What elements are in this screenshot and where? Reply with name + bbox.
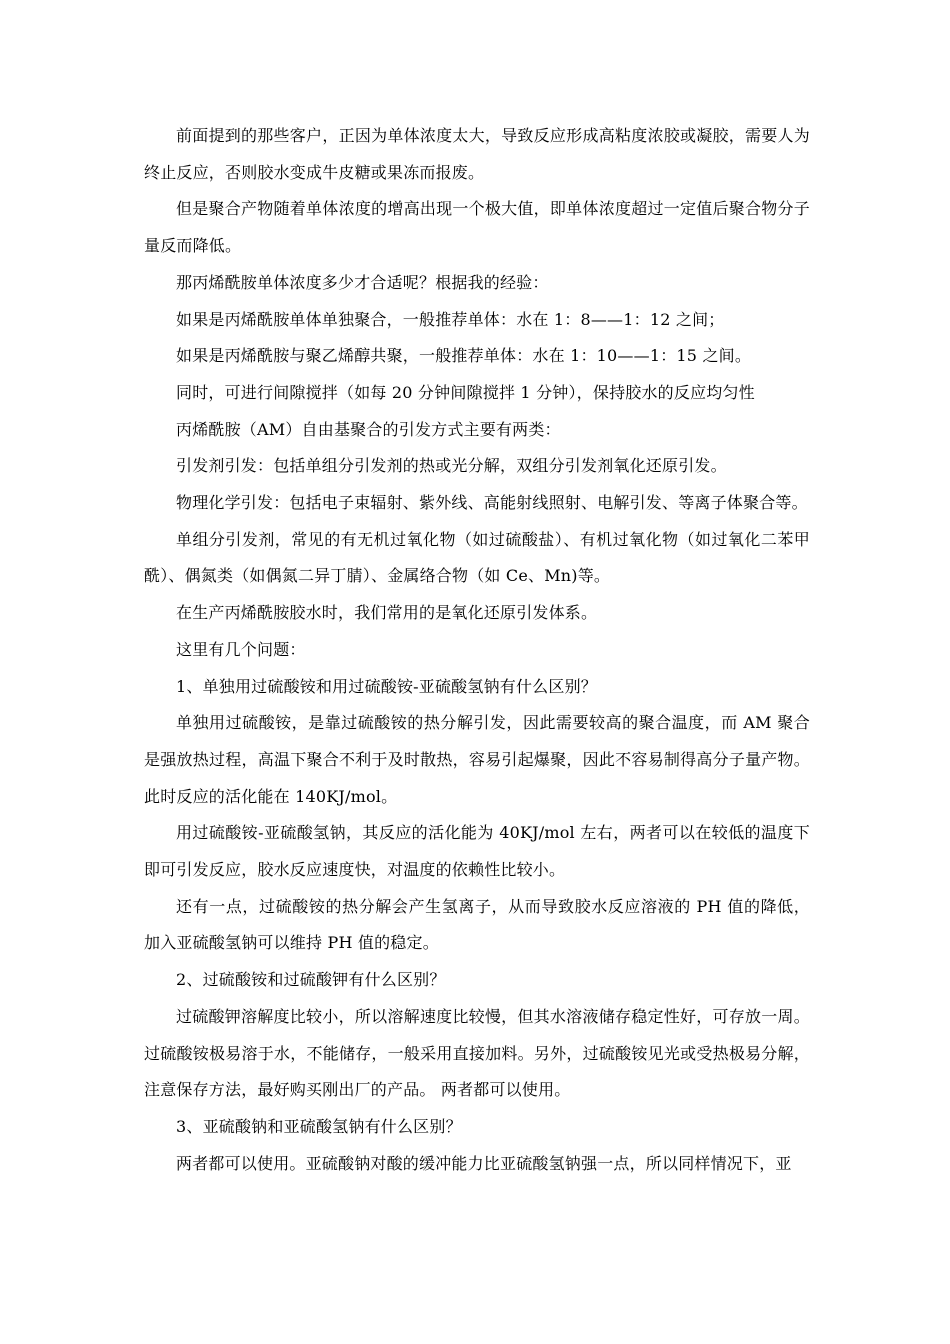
paragraph: 丙烯酰胺（AM）自由基聚合的引发方式主要有两类：: [176, 419, 561, 439]
paragraph: 前面提到的那些客户，正因为单体浓度太大，导致反应形成高粘度浓胶或凝胶，需要人为终止反应，否则胶水变成牛皮糖或果冻而报废。: [144, 126, 810, 182]
document-body: [144, 118, 810, 1182]
paragraph: 如果是丙烯酰胺与聚乙烯醇共聚，一般推荐单体：水在 1：10——1：15 之间。: [176, 346, 752, 366]
question-heading: 1、单独用过硫酸铵和用过硫酸铵-亚硫酸氢钠有什么区别？: [176, 676, 597, 696]
paragraph: 过硫酸钾溶解度比较小，所以溶解速度比较慢，但其水溶液储存稳定性好，可存放一周。过硫酸铵极易溶于水，不能储存，一般采用直接加料。另外，过硫酸铵见光或受热极易分解，注意保存方法，最好购买刚出厂的产品。 两者都可以使用。: [144, 1006, 810, 1100]
paragraph: 那丙烯酰胺单体浓度多少才合适呢？根据我的经验：: [176, 272, 549, 292]
paragraph: 引发剂引发：包括单组分引发剂的热或光分解，双组分引发剂氧化还原引发。: [176, 456, 727, 476]
paragraph: 还有一点，过硫酸铵的热分解会产生氢离子，从而导致胶水反应溶液的 PH 值的降低，加入亚硫酸氢钠可以维持 PH 值的稳定。: [144, 896, 810, 953]
paragraph: 在生产丙烯酰胺胶水时，我们常用的是氧化还原引发体系。: [176, 603, 598, 623]
paragraph: 但是聚合产物随着单体浓度的增高出现一个极大值，即单体浓度超过一定值后聚合物分子量反而降低。: [144, 199, 810, 256]
paragraph: 单独用过硫酸铵，是靠过硫酸铵的热分解引发，因此需要较高的聚合温度，而 AM 聚合是强放热过程，高温下聚合不利于及时散热，容易引起爆聚，因此不容易制得高分子量产物。此时反应的活化能在 140KJ/mol。: [144, 713, 810, 806]
paragraph: 同时，可进行间隙搅拌（如每 20 分钟间隙搅拌 1 分钟），保持胶水的反应均匀性: [176, 382, 755, 402]
paragraph: 两者都可以使用。亚硫酸钠对酸的缓冲能力比亚硫酸氢钠强一点，所以同样情况下，亚: [176, 1153, 792, 1173]
question-heading: 2、过硫酸铵和过硫酸钾有什么区别？: [176, 970, 446, 990]
question-heading: 3、亚硫酸钠和亚硫酸氢钠有什么区别？: [176, 1116, 462, 1136]
paragraph: 物理化学引发：包括电子束辐射、紫外线、高能射线照射、电解引发、等离子体聚合等。: [176, 493, 808, 513]
paragraph: 单组分引发剂，常见的有无机过氧化物（如过硫酸盐）、有机过氧化物（如过氧化二苯甲酰）、偶氮类（如偶氮二异丁腈）、金属络合物（如 Ce、Mn)等。: [144, 529, 810, 586]
paragraph: 用过硫酸铵-亚硫酸氢钠，其反应的活化能为 40KJ/mol 左右，两者可以在较低的温度下即可引发反应，胶水反应速度快，对温度的依赖性比较小。: [144, 823, 810, 880]
paragraph: 如果是丙烯酰胺单体单独聚合，一般推荐单体：水在 1：8——1：12 之间；: [176, 309, 725, 329]
paragraph: 这里有几个问题：: [176, 639, 306, 659]
